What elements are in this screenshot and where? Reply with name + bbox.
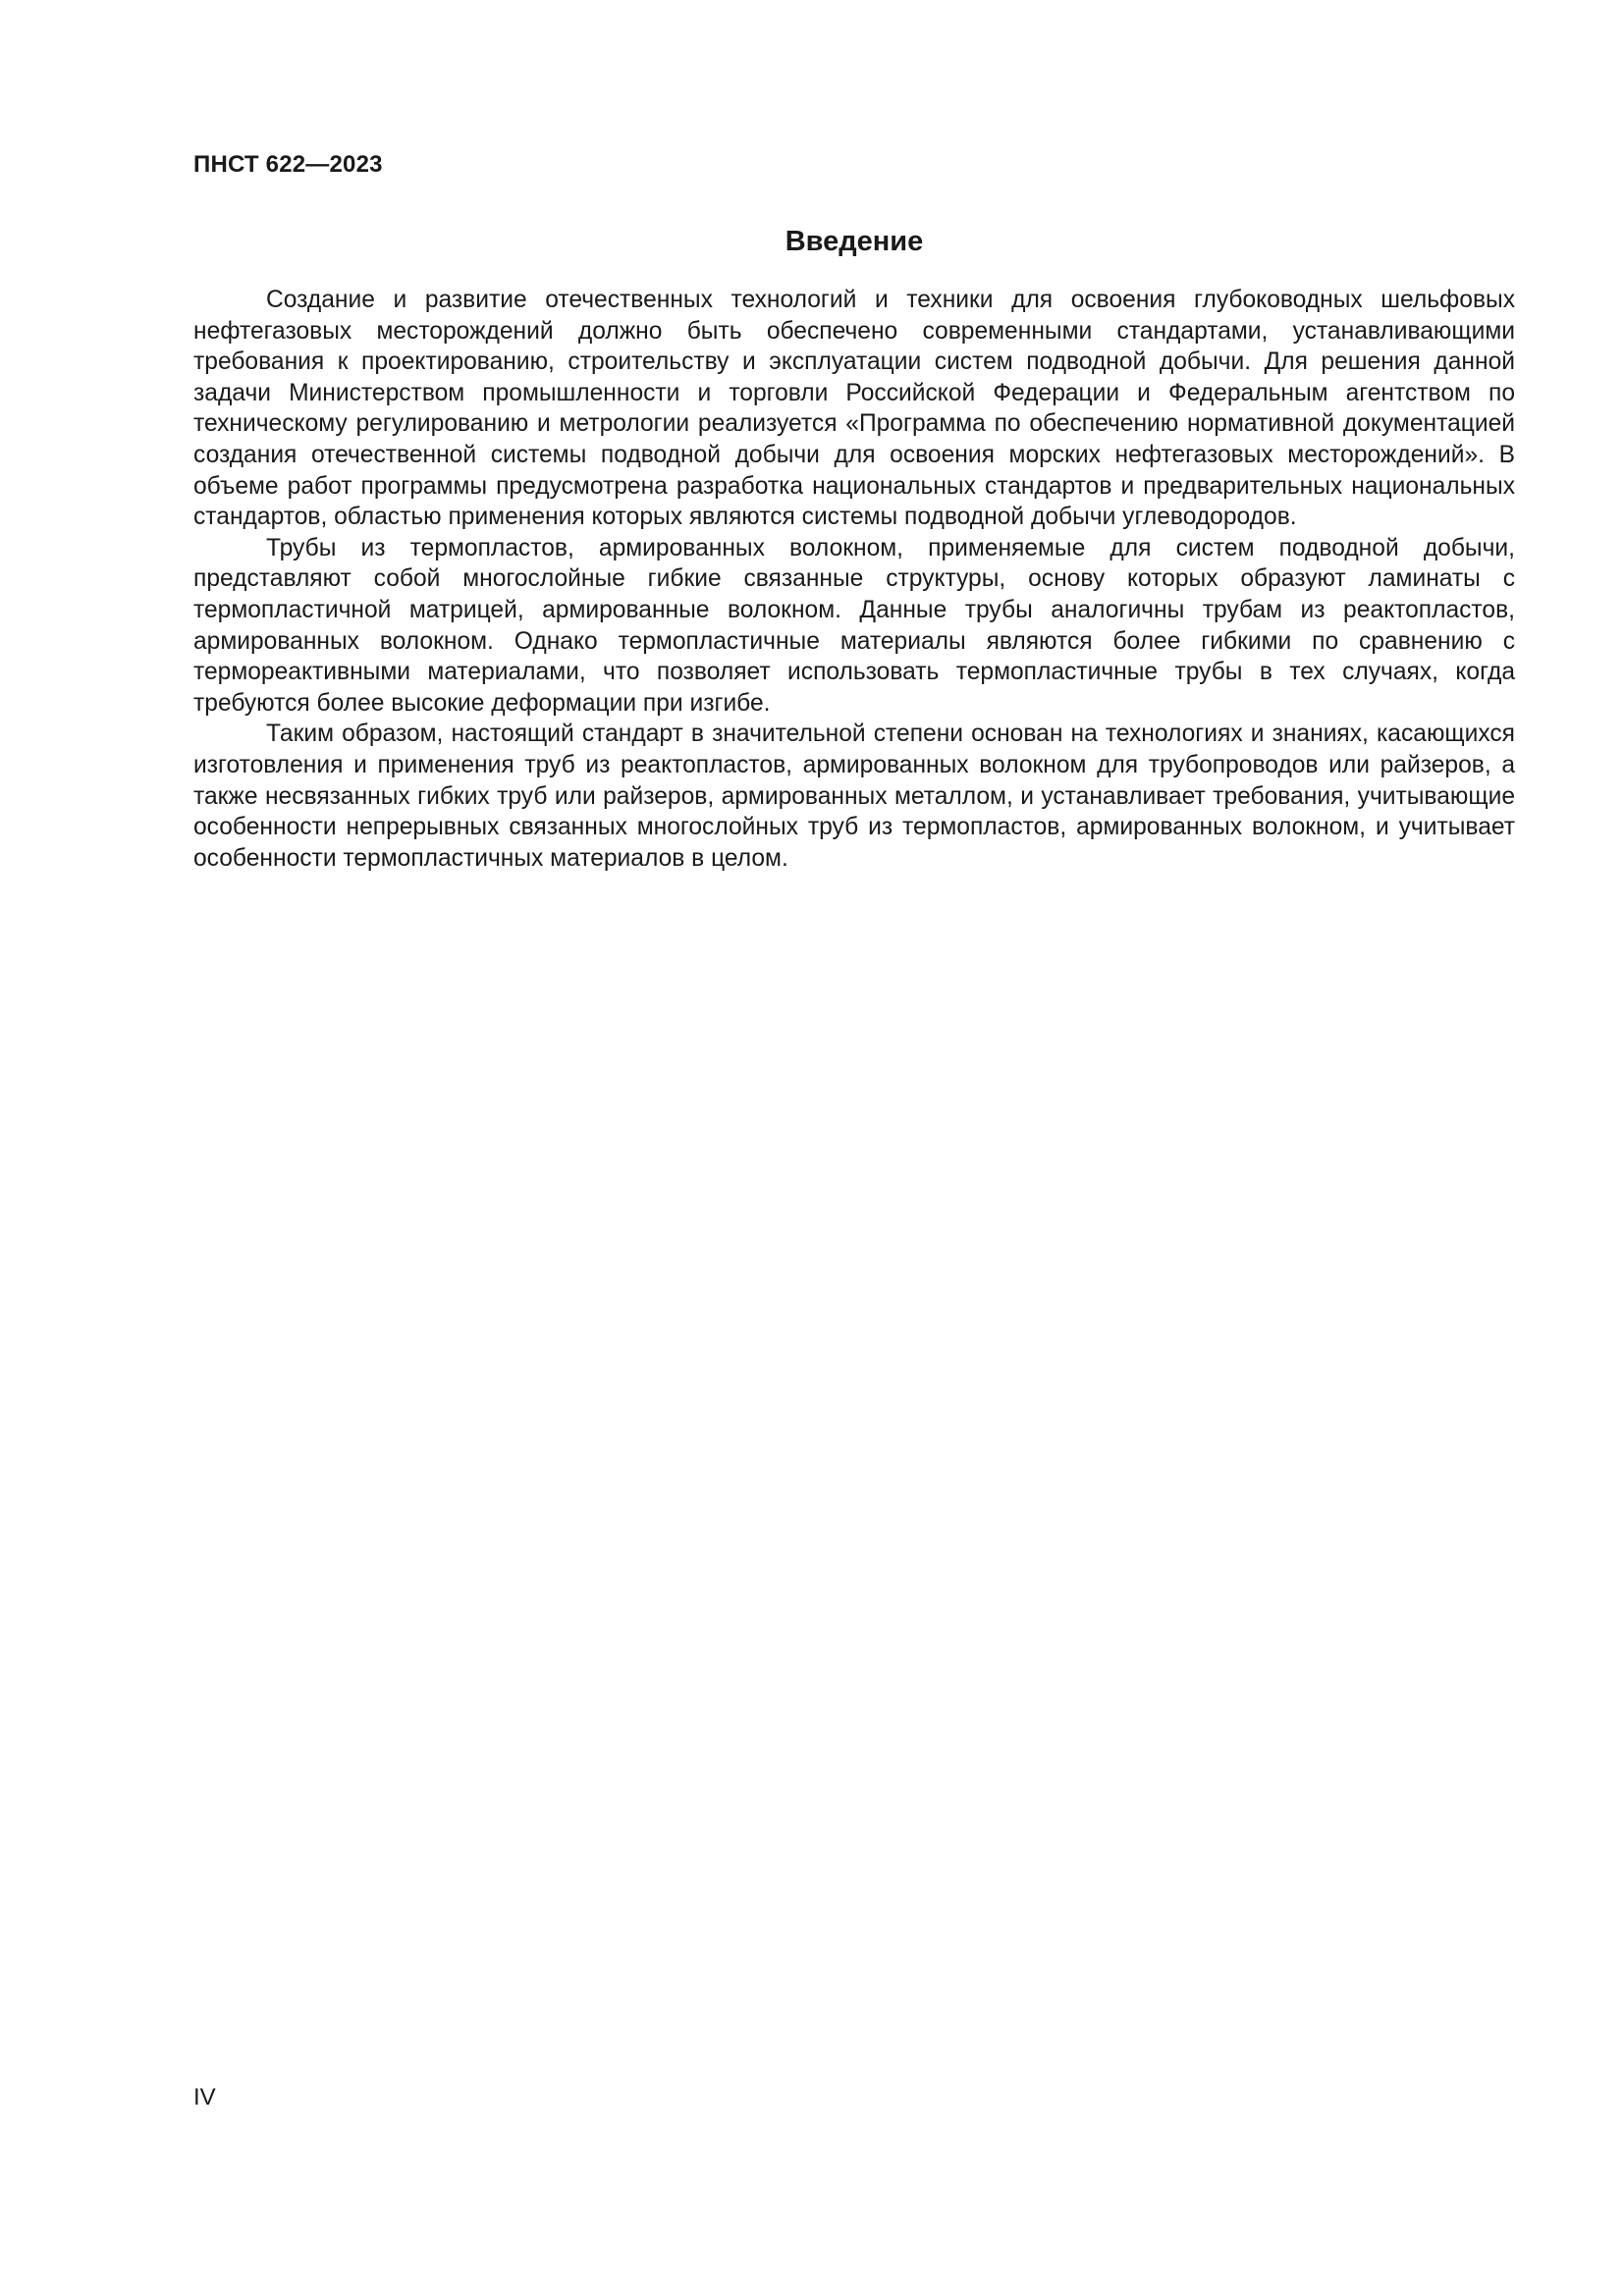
introduction-body (193, 285, 1515, 874)
document-code: ПНСТ 622—2023 (193, 151, 383, 178)
paragraph-3: Таким образом, настоящий стандарт в значительной степени основан на технологиях и знаниях, касающихся изготовления и применения труб из реактопластов, армированных волокном для трубопроводов или райзеров, а также несвязанных гибких труб или райзеров, армированных металлом, и устанавливает требования, учитывающие особенности непрерывных связанных многослойных труб из термопластов, армированных волокном, и учитывает особенности термопластичных материалов в целом. (193, 721, 1515, 872)
paragraph-2: Трубы из термопластов, армированных волокном, применяемые для систем подводной добычи, представляют собой многослойные гибкие связанные структуры, основу которых образуют ламинаты с термопластичной матрицей, армированные волокном. Данные трубы аналогичны трубам из реактопластов, армированных волокном. Однако термопластичные материалы являются более гибкими по сравнению с термореактивными материалами, что позволяет использовать термопластичные трубы в тех случаях, когда требуются более высокие деформации при изгибе. (193, 534, 1515, 717)
section-title: Введение (785, 226, 924, 257)
paragraph-1: Создание и развитие отечественных технологий и техники для освоения глубоководных шельфовых нефтегазовых месторождений должно быть обеспечено современными стандартами, устанавливающими требования к проектированию, строительству и эксплуатации систем подводной добычи. Для решения данной задачи Министерством промышленности и торговли Российской Федерации и Федеральным агентством по техническому регулированию и метрологии реализуется «Программа по обеспечению нормативной документацией создания отечественной системы подводной добычи для освоения морских нефтегазовых месторождений». В объеме работ программы предусмотрена разработка национальных стандартов и предварительных национальных стандартов, областью применения которых являются системы подводной добычи углеводородов. (193, 287, 1515, 531)
page-number: IV (193, 2084, 216, 2110)
